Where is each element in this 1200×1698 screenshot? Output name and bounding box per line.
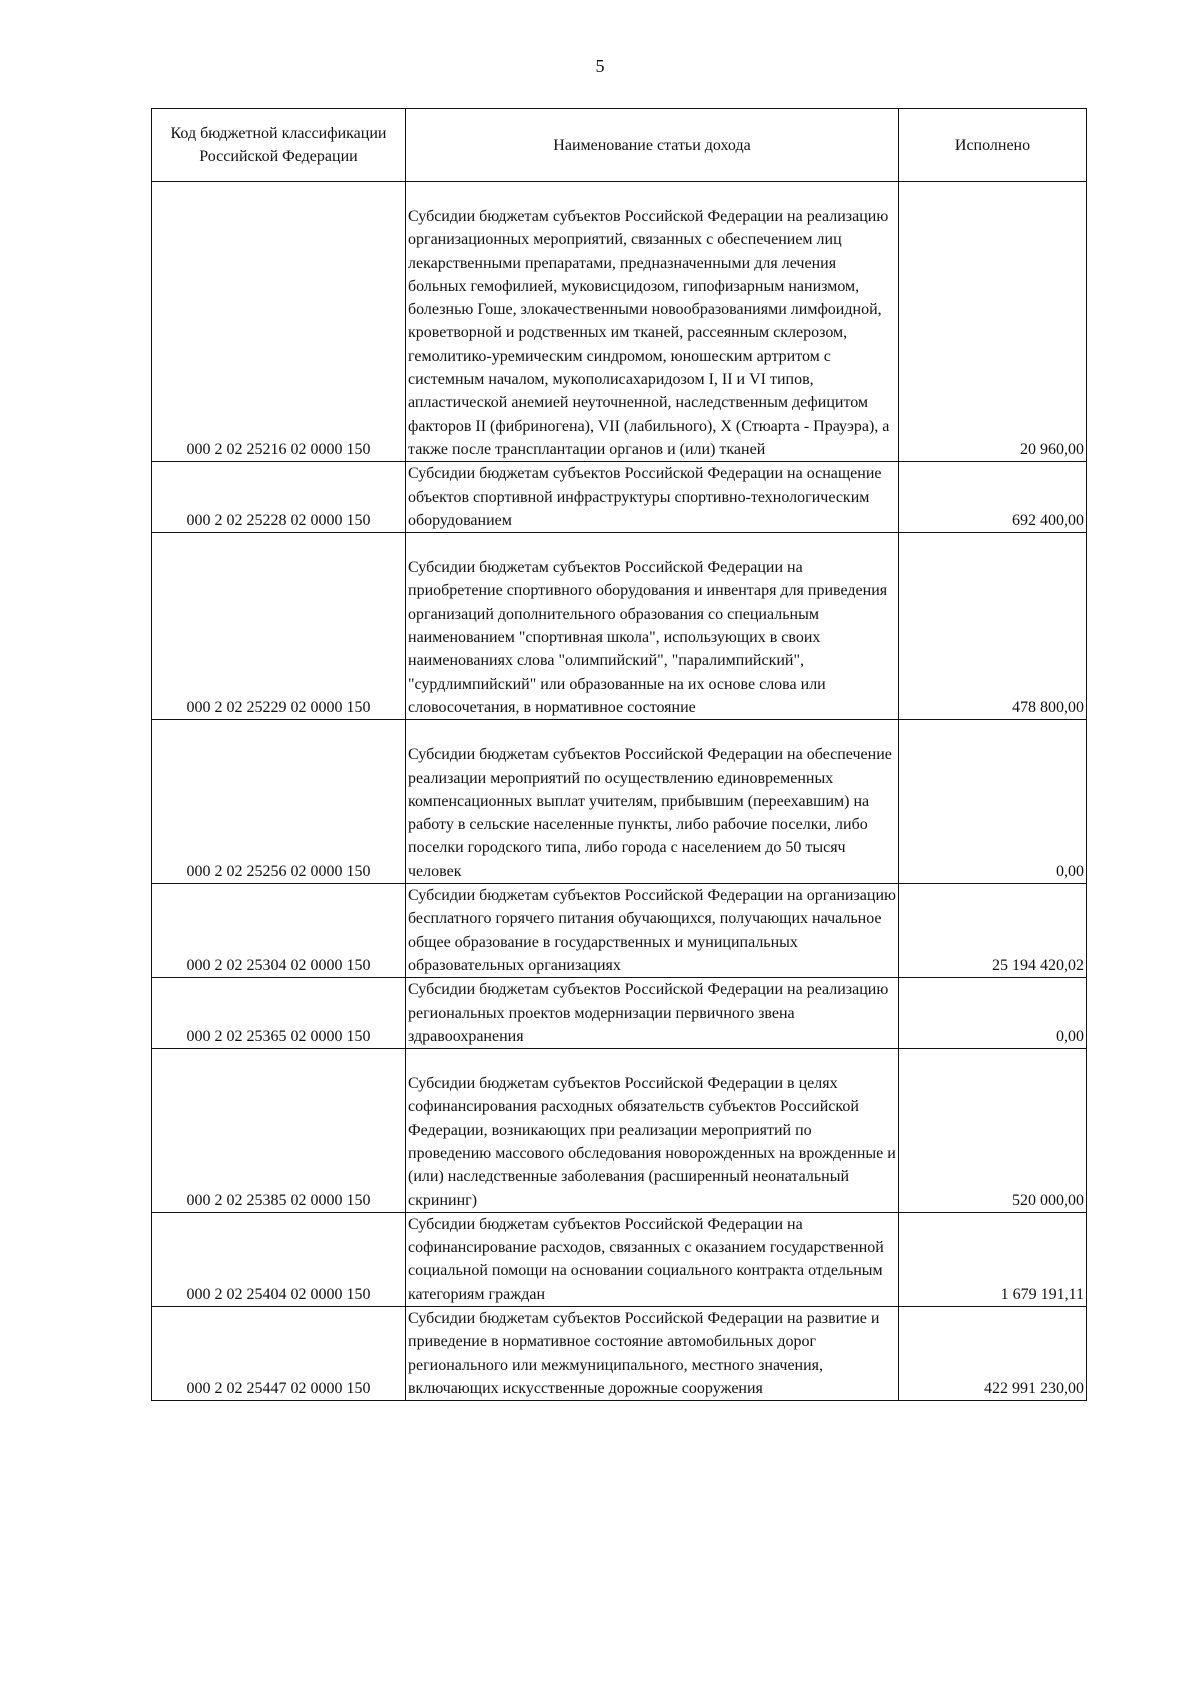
row-sum: 0,00 xyxy=(899,720,1087,884)
header-code: Код бюджетной классификации Российской Федерации xyxy=(152,109,406,182)
table-row xyxy=(152,462,1087,533)
row-code: 000 2 02 25447 02 0000 150 xyxy=(152,1307,406,1401)
header-name: Наименование статьи дохода xyxy=(406,109,899,182)
table-row xyxy=(152,1307,1087,1401)
income-table xyxy=(151,108,1087,1401)
table-row xyxy=(152,978,1087,1049)
row-name: Субсидии бюджетам субъектов Российской Федерации на приобретение спортивного оборудования и инвентаря для приведения организаций дополнительного образования со специальным наименованием "спортивная школа", использующих в своих наименованиях слова "олимпийский", "паралимпийский", "сурдлимпийский" или образованные на их основе слова или словосочетания, в нормативное состояние xyxy=(406,533,899,720)
header-sum: Исполнено xyxy=(899,109,1087,182)
table-row xyxy=(152,884,1087,978)
row-sum: 25 194 420,02 xyxy=(899,884,1087,978)
row-code: 000 2 02 25216 02 0000 150 xyxy=(152,182,406,462)
row-code: 000 2 02 25304 02 0000 150 xyxy=(152,884,406,978)
table-header-row xyxy=(152,109,1087,182)
table-row xyxy=(152,720,1087,884)
row-name: Субсидии бюджетам субъектов Российской Федерации в целях софинансирования расходных обязательств субъектов Российской Федерации, возникающих при реализации мероприятий по проведению массового обследования новорожденных на врожденные и (или) наследственные заболевания (расширенный неонатальный скрининг) xyxy=(406,1049,899,1213)
row-name: Субсидии бюджетам субъектов Российской Федерации на реализацию организационных мероприятий, связанных с обеспечением лиц лекарственными препаратами, предназначенными для лечения больных гемофилией, муковисцидозом, гипофизарным нанизмом, болезнью Гоше, злокачественными новообразованиями лимфоидной, кроветворной и родственных им тканей, рассеянным склерозом, гемолитико-уремическим синдромом, юношеским артритом с системным началом, мукополисахаридозом I, II и VI типов, апластической анемией неуточненной, наследственным дефицитом факторов II (фибриногена), VII (лабильного), X (Стюарта - Прауэра), а также после трансплантации органов и (или) тканей xyxy=(406,182,899,462)
row-code: 000 2 02 25229 02 0000 150 xyxy=(152,533,406,720)
table-row xyxy=(152,533,1087,720)
row-name: Субсидии бюджетам субъектов Российской Федерации на оснащение объектов спортивной инфраструктуры спортивно-технологическим оборудованием xyxy=(406,462,899,533)
row-sum: 0,00 xyxy=(899,978,1087,1049)
table-row xyxy=(152,182,1087,462)
row-code: 000 2 02 25365 02 0000 150 xyxy=(152,978,406,1049)
row-code: 000 2 02 25385 02 0000 150 xyxy=(152,1049,406,1213)
row-sum: 422 991 230,00 xyxy=(899,1307,1087,1401)
row-code: 000 2 02 25228 02 0000 150 xyxy=(152,462,406,533)
row-sum: 478 800,00 xyxy=(899,533,1087,720)
row-code: 000 2 02 25256 02 0000 150 xyxy=(152,720,406,884)
row-sum: 20 960,00 xyxy=(899,182,1087,462)
table-body xyxy=(152,182,1087,1401)
row-name: Субсидии бюджетам субъектов Российской Федерации на организацию бесплатного горячего питания обучающихся, получающих начальное общее образование в государственных и муниципальных образовательных организациях xyxy=(406,884,899,978)
row-name: Субсидии бюджетам субъектов Российской Федерации на софинансирование расходов, связанных с оказанием государственной социальной помощи на основании социального контракта отдельным категориям граждан xyxy=(406,1212,899,1306)
row-name: Субсидии бюджетам субъектов Российской Федерации на реализацию региональных проектов модернизации первичного звена здравоохранения xyxy=(406,978,899,1049)
table-row xyxy=(152,1212,1087,1306)
page-number: 5 xyxy=(595,56,605,76)
row-sum: 1 679 191,11 xyxy=(899,1212,1087,1306)
row-name: Субсидии бюджетам субъектов Российской Федерации на развитие и приведение в нормативное состояние автомобильных дорог регионального или межмуниципального, местного значения, включающих искусственные дорожные сооружения xyxy=(406,1307,899,1401)
row-code: 000 2 02 25404 02 0000 150 xyxy=(152,1212,406,1306)
row-sum: 520 000,00 xyxy=(899,1049,1087,1213)
row-sum: 692 400,00 xyxy=(899,462,1087,533)
row-name: Субсидии бюджетам субъектов Российской Федерации на обеспечение реализации мероприятий по осуществлению единовременных компенсационных выплат учителям, прибывшим (переехавшим) на работу в сельские населенные пункты, либо рабочие поселки, либо поселки городского типа, либо города с населением до 50 тысяч человек xyxy=(406,720,899,884)
table-row xyxy=(152,1049,1087,1213)
